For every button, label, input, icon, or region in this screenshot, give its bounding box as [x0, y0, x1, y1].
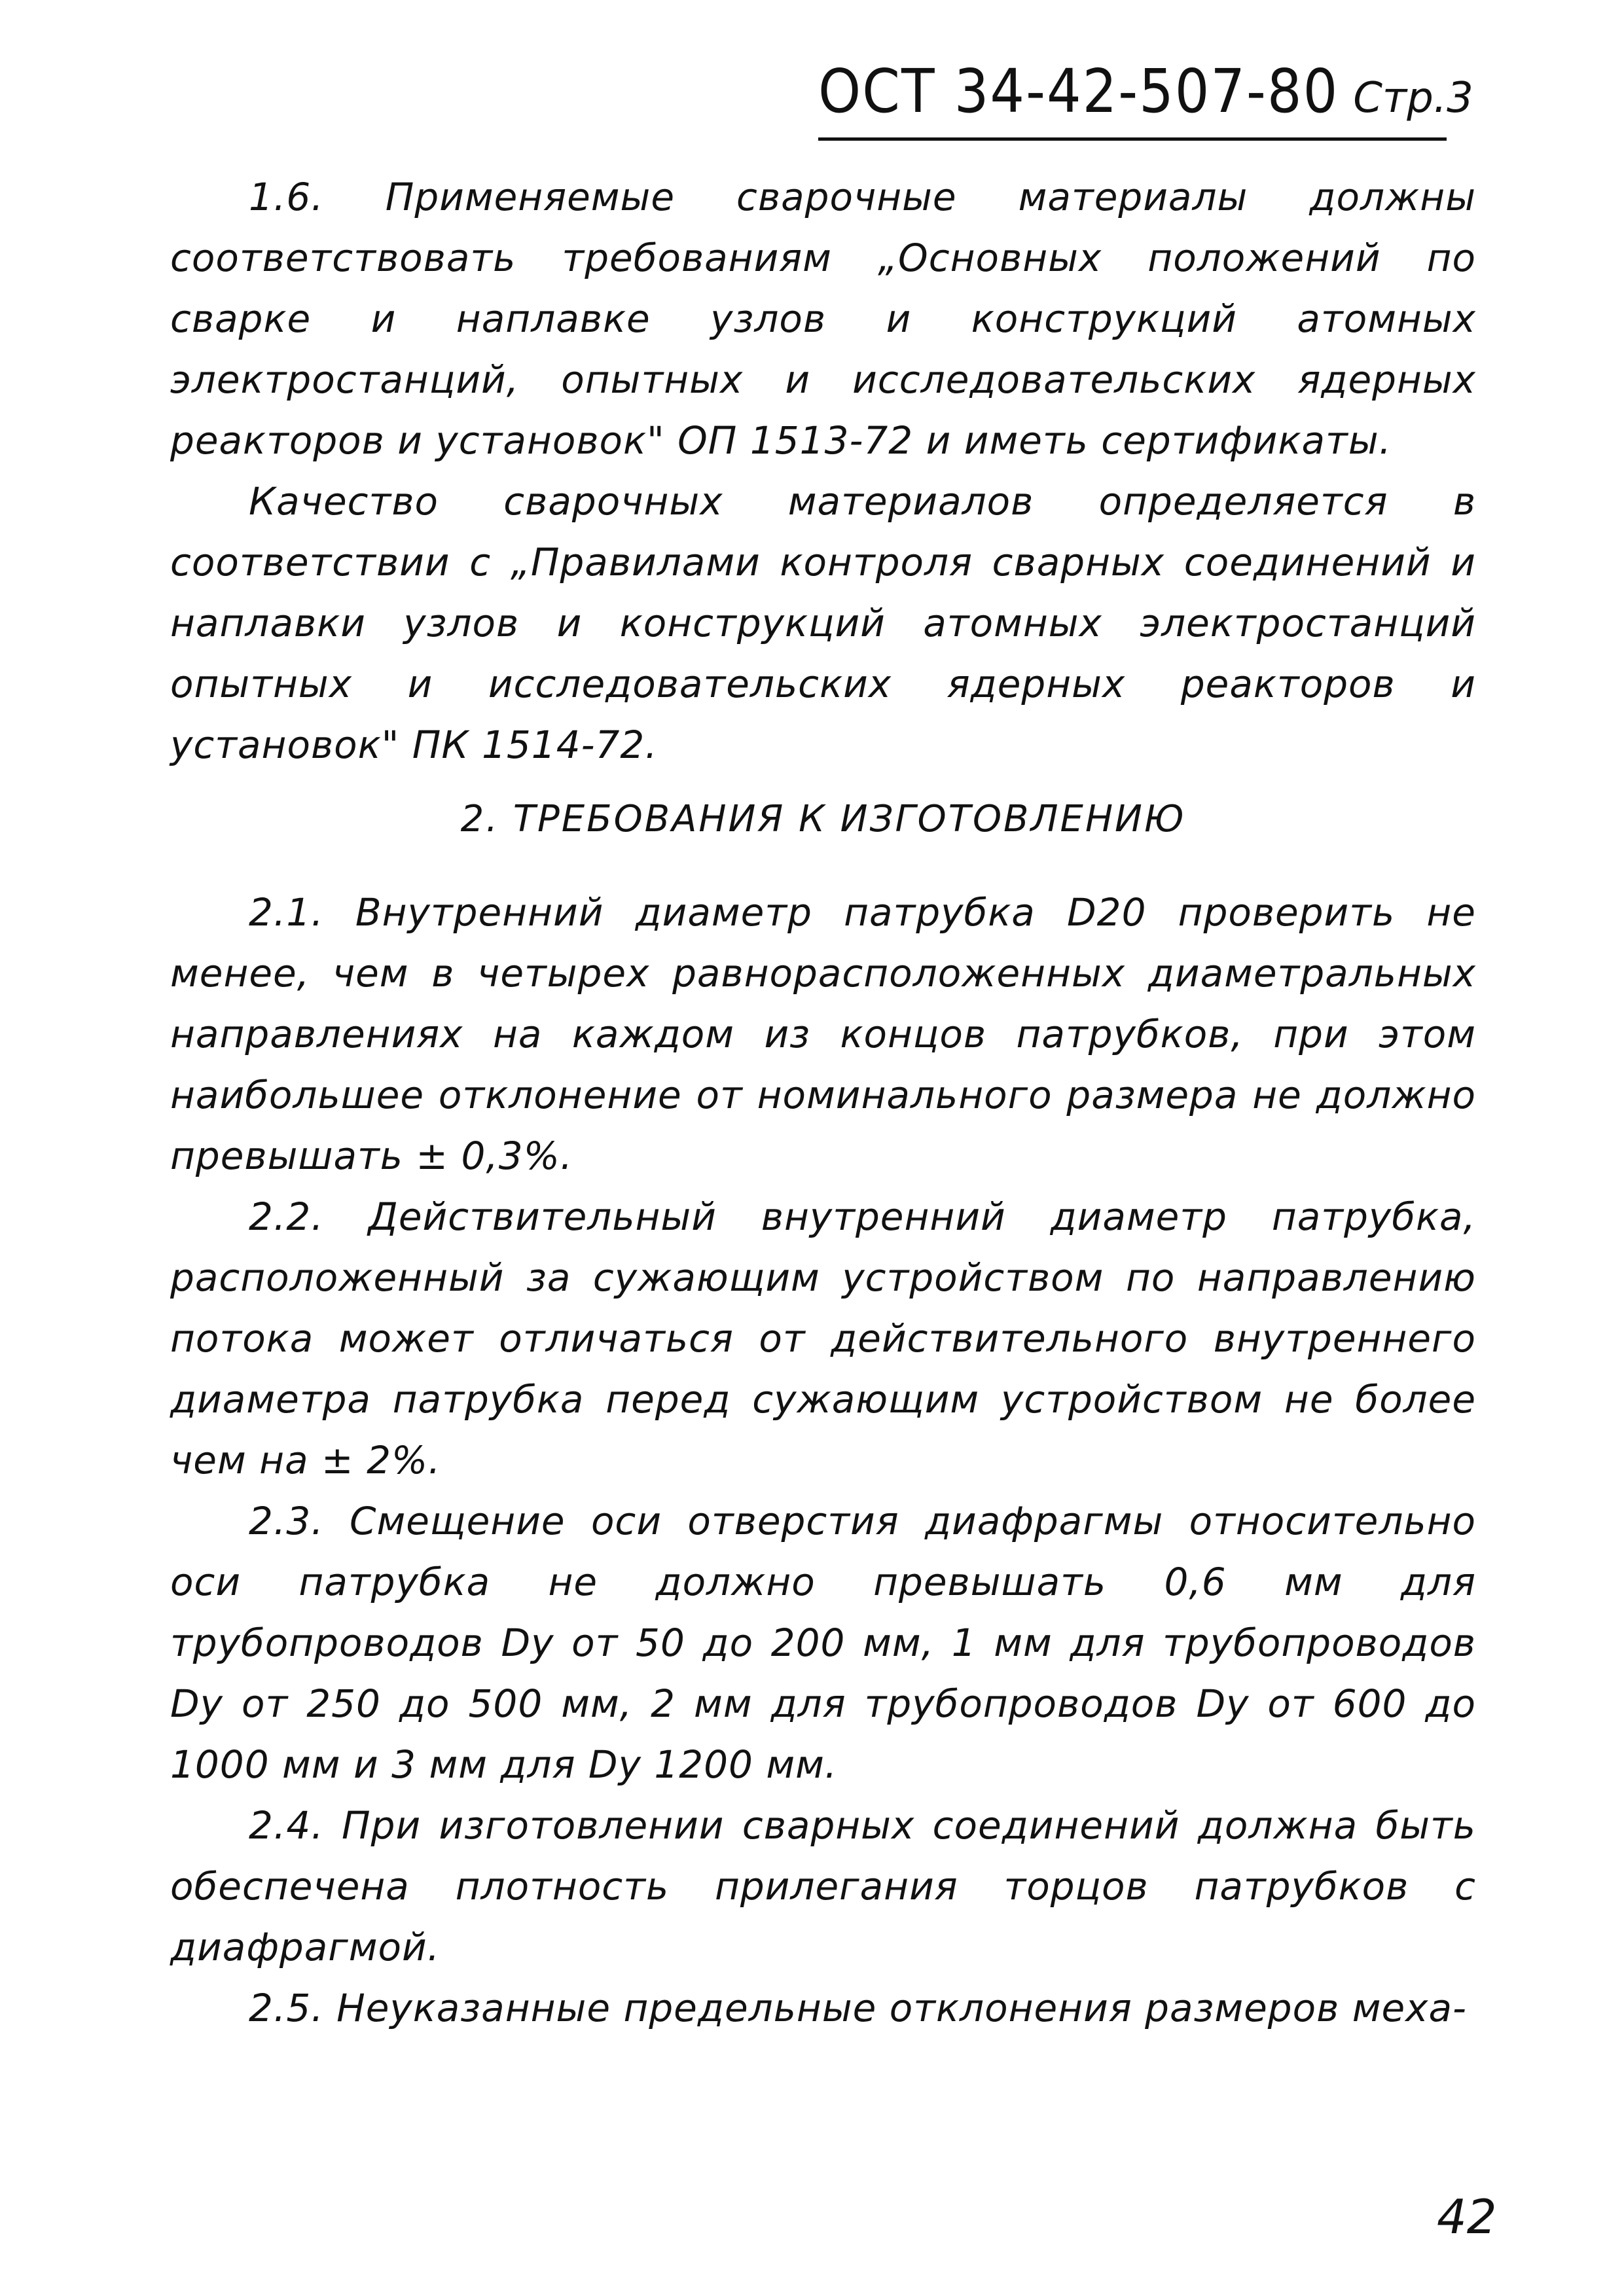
page-number: 42: [1437, 2189, 1497, 2244]
sheet-label: Стр.3: [1353, 74, 1473, 122]
paragraph-1-6: 1.6. Применяемые сварочные материалы должны соответствовать требованиям „Основных положений по сварке и наплавке узлов и конструкций атомных электростанций, опытных и исследовательских ядерных реакторов и установок" ОП 1513-72 и иметь сертификаты.: [170, 175, 1476, 463]
paragraph-2-3: 2.3. Смещение оси отверстия диафрагмы относительно оси патрубка не должно превышать 0,6 мм для трубопроводов Dу от 50 до 200 мм, 1 мм для трубопроводов Dу от 250 до 500 мм, 2 мм для трубопроводов Dу от 600 до 1000 мм и 3 мм для Dу 1200 мм.: [170, 1499, 1476, 1787]
paragraph-2-1: 2.1. Внутренний диаметр патрубка D20 проверить не менее, чем в четырех равнорасположенных диаметральных направлениях на каждом из концов патрубков, при этом наибольшее отклонение от номинального размера не должно превышать ± 0,3%.: [170, 890, 1476, 1178]
paragraph-2-2: 2.2. Действительный внутренний диаметр патрубка, расположенный за сужающим устройством по направлению потока может отличаться от действительного внутреннего диаметра патрубка перед сужающим устройством не более чем на ± 2%.: [170, 1194, 1476, 1482]
paragraph-2-4: 2.4. При изготовлении сварных соединений должна быть обеспечена плотность прилегания торцов патрубков с диафрагмой.: [170, 1803, 1476, 1969]
document-code: ОСТ 34-42-507-80: [818, 56, 1339, 126]
document-header: [818, 46, 1473, 141]
section-heading-2: 2. ТРЕБОВАНИЯ К ИЗГОТОВЛЕНИЮ: [460, 798, 1186, 840]
paragraph-1-6-quality: Качество сварочных материалов определяется в соответствии с „Правилами контроля сварных соединений и наплавки узлов и конструкций атомных электростанций опытных и исследовательских ядерных реакторов и установок" ПК 1514-72.: [170, 479, 1476, 767]
paragraph-2-5: 2.5. Неуказанные предельные отклонения размеров меха-: [249, 1986, 1467, 2030]
document-body: [170, 167, 1476, 2039]
